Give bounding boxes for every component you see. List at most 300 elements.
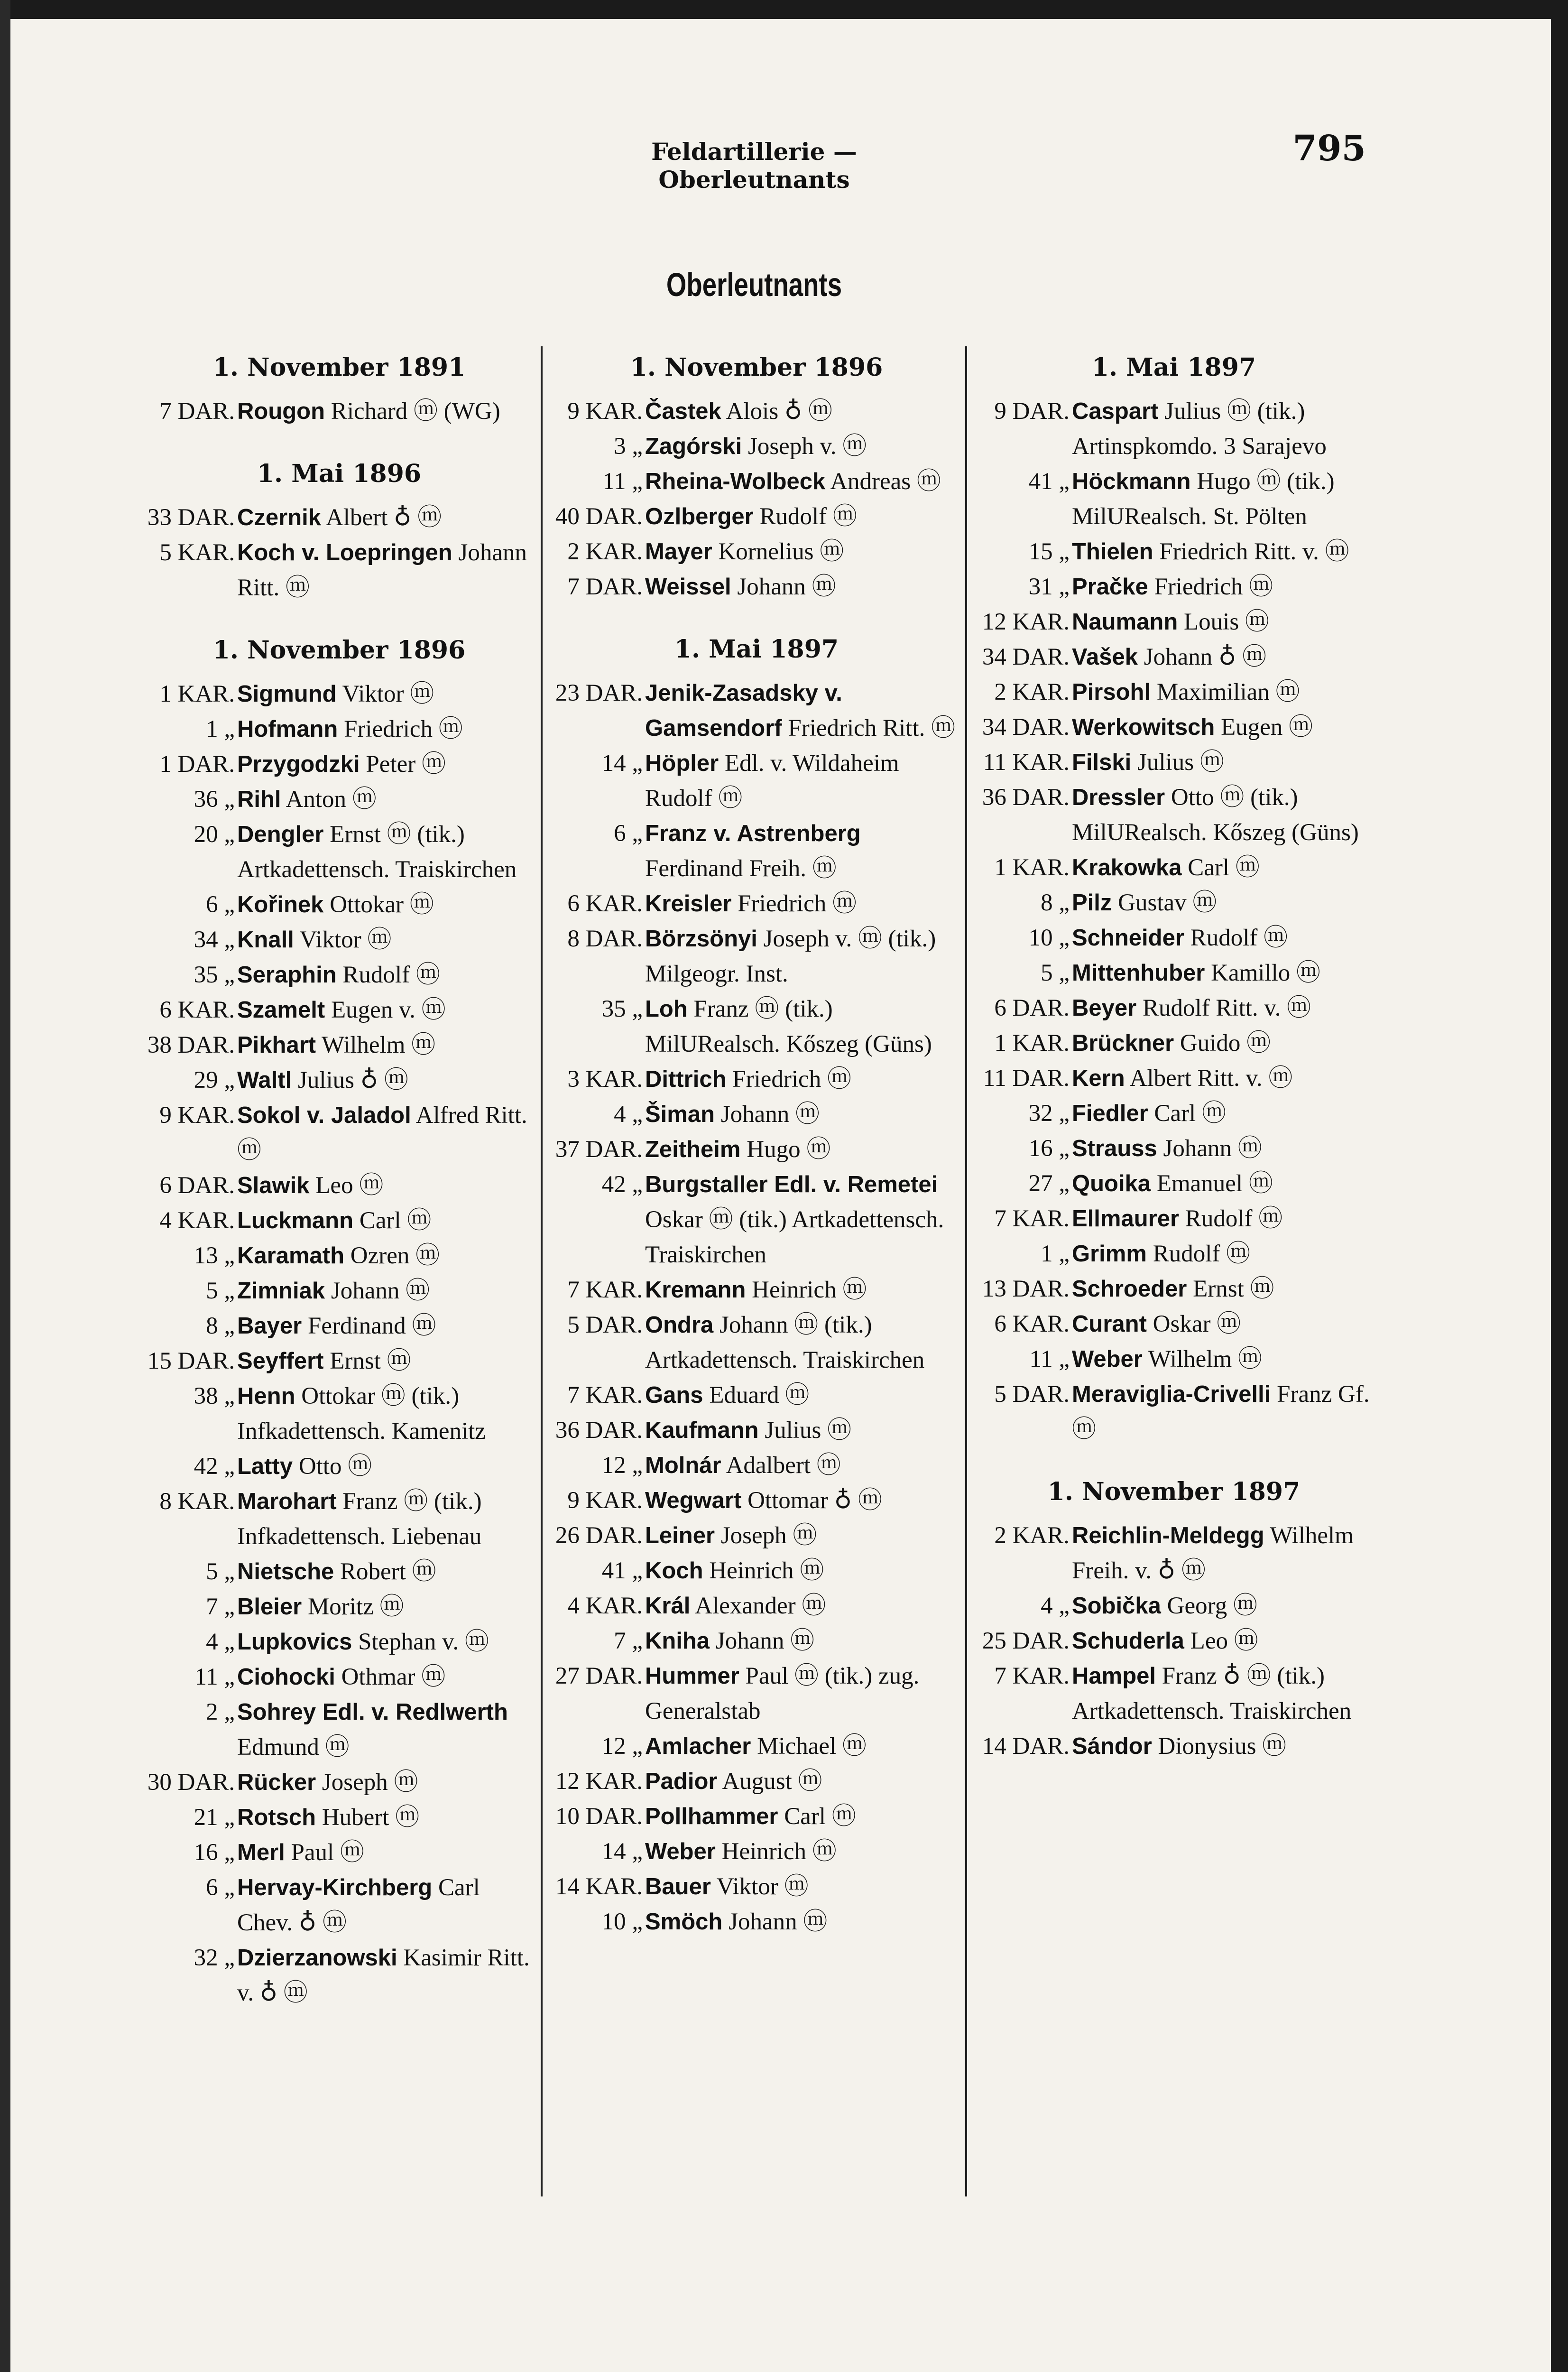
regiment-number: 14 „: [601, 750, 643, 777]
given-name-and-notes: Friedrich Ritt. ⓜ: [788, 715, 956, 741]
given-name-and-notes: Heinrich ⓜ: [721, 1838, 837, 1865]
page-number: 795: [1292, 128, 1366, 169]
officer-entry: [550, 1448, 963, 1483]
officer-entry: [977, 1026, 1371, 1061]
officer-entry: [142, 1273, 536, 1308]
officer-entry: [550, 1588, 963, 1623]
regiment-number: 27 DAR.: [555, 1663, 643, 1689]
officer-entry: [550, 1799, 963, 1834]
given-name-and-notes: Oskar ⓜ: [1153, 1311, 1241, 1337]
regiment-number: 38 „: [194, 1383, 235, 1409]
regiment-number: 31 „: [1028, 574, 1070, 600]
officer-entry: [550, 499, 963, 534]
officer-entry: [977, 1306, 1371, 1342]
surname: Franz v. Astrenberg: [645, 821, 861, 846]
surname: Slawik: [237, 1173, 310, 1198]
officer-entry: [142, 1484, 536, 1554]
officer-entry: [977, 534, 1371, 569]
regiment-number: 14 DAR.: [982, 1733, 1070, 1760]
given-name-and-notes: Wilhelm ⓜ: [321, 1032, 436, 1058]
officer-entry: [977, 1342, 1371, 1377]
officer-entry: [550, 1132, 963, 1167]
surname: Zimniak: [237, 1278, 325, 1304]
surname: Seyffert: [237, 1348, 324, 1374]
scan-border-top: [0, 0, 1568, 19]
given-name-and-notes: Kornelius ⓜ: [718, 538, 844, 565]
officer-entry: [977, 1236, 1371, 1271]
given-name-and-notes: Franz ⓜ (tik.) MilURealsch. Kőszeg (Güns): [645, 996, 932, 1057]
given-name-and-notes: Friedrich Ritt. v. ⓜ: [1159, 538, 1349, 565]
regiment-number: 33 DAR.: [147, 504, 235, 531]
given-name-and-notes: Carl ⓜ: [784, 1803, 856, 1830]
surname: Ciohocki: [237, 1664, 335, 1690]
surname: Höckmann: [1072, 469, 1191, 494]
surname: Kniha: [645, 1628, 710, 1654]
surname: Henn: [237, 1383, 295, 1409]
officer-entry: [977, 1659, 1371, 1729]
officer-entry: [550, 816, 963, 886]
surname: Szamelt: [237, 997, 325, 1023]
surname: Merl: [237, 1840, 285, 1865]
given-name-and-notes: Leo ⓜ: [315, 1172, 384, 1199]
surname: Koch: [645, 1558, 703, 1584]
given-name-and-notes: Hubert ⓜ: [322, 1804, 420, 1831]
officer-entry: [977, 1588, 1371, 1623]
officer-entry: [142, 747, 536, 782]
surname: Weber: [1072, 1346, 1143, 1372]
officer-entry: [142, 1695, 536, 1765]
group-gap: [550, 604, 963, 623]
given-name-and-notes: Anton ⓜ: [286, 786, 377, 813]
surname: Seraphin: [237, 962, 337, 988]
regiment-number: 5 „: [206, 1558, 235, 1585]
surname: Sokol v. Jaladol: [237, 1103, 411, 1128]
officer-entry: [142, 1238, 536, 1273]
regiment-number: 6 DAR.: [994, 995, 1070, 1021]
given-name-and-notes: Dionysius ⓜ: [1158, 1733, 1287, 1760]
promotion-date-heading: 1. November 1896: [212, 636, 466, 665]
officer-entry: [142, 817, 536, 887]
given-name-and-notes: Julius ♁ ⓜ: [297, 1067, 408, 1093]
surname: Börzsönyi: [645, 926, 757, 952]
officer-entry: [977, 991, 1371, 1026]
regiment-number: 8 „: [206, 1313, 235, 1339]
given-name-and-notes: Hugo ⓜ: [747, 1136, 831, 1163]
given-name-and-notes: Rudolf ⓜ: [1190, 925, 1288, 951]
regiment-number: 7 KAR.: [567, 1382, 643, 1408]
regiment-number: 4 „: [206, 1629, 235, 1655]
regiment-number: 36 DAR.: [982, 784, 1070, 811]
given-name-and-notes: Ernst ⓜ: [330, 1348, 411, 1374]
given-name-and-notes: Julius ⓜ (tik.) Artinspkomdo. 3 Sarajevo: [1072, 398, 1327, 460]
given-name-and-notes: Albert Ritt. v. ⓜ: [1129, 1065, 1293, 1092]
officer-entry: [142, 1098, 536, 1168]
officer-entry: [142, 1589, 536, 1624]
officer-entry: [142, 1344, 536, 1379]
given-name-and-notes: Edl. v. Wildaheim Rudolf ⓜ: [645, 750, 899, 812]
given-name-and-notes: Ernst ⓜ: [1193, 1276, 1274, 1302]
regiment-number: 34 „: [194, 927, 235, 953]
regiment-number: 13 DAR.: [982, 1276, 1070, 1302]
surname: Gans: [645, 1382, 703, 1408]
officer-entry: [550, 676, 963, 746]
surname: Zagórski: [645, 434, 742, 459]
surname: Hummer: [645, 1663, 739, 1689]
officer-entry: [550, 464, 963, 499]
regiment-number: 12 KAR.: [555, 1768, 643, 1795]
officer-entry: [550, 1834, 963, 1869]
regiment-number: 40 DAR.: [555, 503, 643, 530]
regiment-number: 13 „: [194, 1242, 235, 1269]
given-name-and-notes: Wilhelm Freih. v. ♁ ⓜ: [1072, 1522, 1354, 1584]
surname: Molnár: [645, 1453, 721, 1478]
officer-entry: [142, 887, 536, 922]
officer-entry: [977, 1729, 1371, 1764]
surname: Knall: [237, 927, 294, 953]
given-name-and-notes: Otto ⓜ (tik.) MilURealsch. Kőszeg (Güns): [1072, 784, 1359, 846]
surname: Grimm: [1072, 1241, 1147, 1267]
officer-entry: [977, 604, 1371, 639]
regiment-number: 7 „: [206, 1594, 235, 1620]
given-name-and-notes: Viktor ⓜ: [342, 681, 434, 707]
regiment-number: 3 „: [614, 433, 643, 460]
given-name-and-notes: Alexander ⓜ: [695, 1593, 826, 1619]
promotion-date-heading: 1. November 1891: [212, 353, 466, 382]
given-name-and-notes: Kasimir Ritt. v. ♁ ⓜ: [237, 1945, 530, 2006]
regiment-number: 35 „: [601, 996, 643, 1022]
given-name-and-notes: Franz ⓜ (tik.) Infkadettensch. Liebenau: [237, 1488, 482, 1550]
surname: Przygodzki: [237, 751, 360, 777]
officer-entry: [142, 1028, 536, 1063]
surname: Dengler: [237, 822, 324, 847]
regiment-number: 2 KAR.: [994, 1522, 1070, 1549]
surname: Dressler: [1072, 785, 1165, 810]
surname: Wegwart: [645, 1488, 742, 1513]
given-name-and-notes: Georg ⓜ: [1167, 1593, 1257, 1619]
regiment-number: 10 DAR.: [555, 1803, 643, 1830]
regiment-number: 6 KAR.: [994, 1311, 1070, 1337]
regiment-number: 2 KAR.: [567, 538, 643, 565]
regiment-number: 42 „: [601, 1171, 643, 1198]
given-name-and-notes: Joseph ⓜ: [322, 1769, 418, 1796]
officer-entry: [977, 1377, 1371, 1447]
regiment-number: 14 KAR.: [555, 1873, 643, 1900]
regiment-number: 38 DAR.: [147, 1032, 235, 1058]
given-name-and-notes: Louis ⓜ: [1184, 609, 1269, 635]
officer-entry: [142, 992, 536, 1028]
regiment-number: 6 KAR.: [567, 890, 643, 917]
surname: Waltl: [237, 1067, 292, 1093]
given-name-and-notes: Johann ⓜ: [729, 1909, 828, 1935]
given-name-and-notes: Emanuel ⓜ: [1156, 1170, 1273, 1197]
given-name-and-notes: Friedrich ⓜ: [732, 1066, 851, 1093]
surname: Jenik-Zasadsky v. Gamsendorf: [645, 680, 842, 741]
given-name-and-notes: Friedrich ⓜ: [738, 890, 857, 917]
given-name-and-notes: Viktor ⓜ: [299, 927, 392, 953]
given-name-and-notes: Johann ⓜ: [1163, 1135, 1262, 1162]
given-name-and-notes: Ferdinand Freih. ⓜ: [645, 855, 837, 882]
regiment-number: 34 DAR.: [982, 714, 1070, 741]
given-name-and-notes: Julius ⓜ: [765, 1417, 852, 1444]
regiment-number: 9 KAR.: [159, 1102, 235, 1129]
regiment-number: 3 KAR.: [567, 1066, 643, 1093]
surname: Schuderla: [1072, 1628, 1184, 1654]
officer-entry: [977, 639, 1371, 675]
officer-entry: [550, 991, 963, 1062]
given-name-and-notes: Johann ⓜ: [715, 1628, 815, 1654]
surname: Šiman: [645, 1102, 715, 1127]
given-name-and-notes: Maximilian ⓜ: [1156, 679, 1300, 705]
regiment-number: 26 DAR.: [555, 1522, 643, 1549]
regiment-number: 2 „: [206, 1699, 235, 1725]
regiment-number: 5 KAR.: [159, 539, 235, 566]
regiment-number: 27 „: [1028, 1170, 1070, 1197]
regiment-number: 15 „: [1028, 538, 1070, 565]
surname: Karamath: [237, 1243, 345, 1269]
officer-entry: [977, 710, 1371, 745]
officer-entry: [142, 1449, 536, 1484]
surname: Krakowka: [1072, 855, 1182, 880]
officer-entry: [977, 464, 1371, 534]
officer-entry: [550, 1764, 963, 1799]
surname: Pirsohl: [1072, 679, 1151, 705]
given-name-and-notes: Franz ♁ ⓜ (tik.) Artkadettensch. Traiskirchen: [1072, 1663, 1352, 1724]
regiment-number: 9 DAR.: [994, 398, 1070, 425]
officer-entry: [977, 569, 1371, 604]
promotion-date-heading: 1. Mai 1897: [674, 635, 839, 664]
surname: Rougon: [237, 398, 325, 424]
regiment-number: 1 KAR.: [994, 1030, 1070, 1056]
regiment-number: 12 „: [601, 1733, 643, 1760]
officer-entry: [550, 1553, 963, 1588]
surname: Kreisler: [645, 891, 732, 917]
surname: Weber: [645, 1839, 716, 1864]
given-name-and-notes: Oskar ⓜ (tik.) Artkadettensch. Traiskirchen: [645, 1206, 944, 1268]
officer-entry: [550, 1518, 963, 1553]
officer-entry: [550, 1307, 963, 1378]
regiment-number: 11 „: [1029, 1346, 1070, 1372]
officer-entry: [142, 394, 536, 429]
given-name-and-notes: Andreas ⓜ: [830, 468, 941, 495]
regiment-number: 20 „: [194, 821, 235, 848]
regiment-number: 9 KAR.: [567, 398, 643, 425]
regiment-number: 7 DAR.: [159, 398, 235, 425]
surname: Lupkovics: [237, 1629, 352, 1655]
regiment-number: 42 „: [194, 1453, 235, 1480]
promotion-date-heading: 1. Mai 1896: [257, 459, 422, 488]
surname: Strauss: [1072, 1136, 1157, 1161]
surname: Rihl: [237, 787, 281, 812]
officer-entry: [142, 1554, 536, 1589]
officer-entry: [977, 1518, 1371, 1588]
officer-entry: [977, 394, 1371, 464]
surname: Dzierzanowski: [237, 1945, 397, 1971]
given-name-and-notes: Johann Ritt. ⓜ: [237, 539, 527, 601]
surname: Burgstaller Edl. v. Remetei: [645, 1172, 938, 1197]
officer-entry: [550, 1869, 963, 1904]
surname: Reichlin-Meldegg: [1072, 1523, 1264, 1548]
given-name-and-notes: Viktor ⓜ: [716, 1873, 809, 1900]
given-name-and-notes: Rudolf Ritt. v. ⓜ: [1142, 995, 1311, 1021]
officer-entry: [142, 1765, 536, 1800]
given-name-and-notes: Leo ⓜ: [1190, 1628, 1258, 1654]
regiment-number: 7 KAR.: [994, 1663, 1070, 1689]
given-name-and-notes: Gustav ⓜ: [1118, 890, 1217, 916]
column-2: [550, 342, 963, 1939]
running-head: Feldartillerie — Oberleutnants: [651, 138, 857, 194]
regiment-number: 7 KAR.: [567, 1277, 643, 1303]
given-name-and-notes: Otto ⓜ: [298, 1453, 372, 1480]
regiment-number: 34 DAR.: [982, 644, 1070, 670]
surname: Kremann: [645, 1277, 746, 1303]
officer-entry: [977, 745, 1371, 780]
surname: Loh: [645, 996, 688, 1022]
regiment-number: 4 KAR.: [159, 1207, 235, 1234]
officer-entry: [550, 1904, 963, 1939]
surname: Pilz: [1072, 890, 1112, 916]
surname: Caspart: [1072, 398, 1159, 424]
regiment-number: 5 „: [206, 1278, 235, 1304]
surname: Höpler: [645, 751, 719, 776]
officer-entry: [977, 1131, 1371, 1166]
given-name-and-notes: Othmar ⓜ: [341, 1664, 446, 1690]
given-name-and-notes: Ottokar ⓜ (tik.) Infkadettensch. Kamenitz: [237, 1383, 486, 1445]
given-name-and-notes: Johann ⓜ: [331, 1278, 430, 1304]
group-gap: [142, 429, 536, 448]
officer-entry: [550, 1729, 963, 1764]
given-name-and-notes: Edmund ⓜ: [237, 1734, 350, 1760]
officer-entry: [142, 1940, 536, 2011]
regiment-number: 7 „: [614, 1628, 643, 1654]
surname: Werkowitsch: [1072, 714, 1215, 740]
regiment-number: 1 KAR.: [994, 854, 1070, 881]
given-name-and-notes: Ottomar ♁ ⓜ: [747, 1487, 882, 1514]
surname: Král: [645, 1593, 691, 1619]
surname: Czernik: [237, 505, 322, 530]
surname: Kaufmann: [645, 1418, 759, 1443]
officer-entry: [977, 850, 1371, 885]
officer-entry: [550, 1062, 963, 1097]
officer-entry: [550, 394, 963, 429]
given-name-and-notes: Joseph v. ⓜ: [747, 433, 867, 460]
surname: Sigmund: [237, 681, 337, 707]
officer-entry: [142, 1835, 536, 1870]
regiment-number: 6 „: [206, 891, 235, 918]
promotion-date-heading: 1. November 1896: [630, 353, 883, 382]
given-name-and-notes: Rudolf ⓜ: [342, 962, 440, 988]
regiment-number: 1 „: [206, 716, 235, 742]
regiment-number: 11 „: [194, 1664, 235, 1690]
regiment-number: 11 „: [602, 468, 643, 495]
surname: Koch v. Loepringen: [237, 540, 452, 565]
surname: Bleier: [237, 1594, 302, 1620]
surname: Curant: [1072, 1311, 1147, 1337]
officer-entry: [142, 1063, 536, 1098]
surname: Leiner: [645, 1523, 715, 1548]
officer-entry: [142, 1308, 536, 1344]
regiment-number: 23 DAR.: [555, 680, 643, 706]
regiment-number: 15 DAR.: [147, 1348, 235, 1374]
surname: Thielen: [1072, 539, 1153, 565]
surname: Schroeder: [1072, 1276, 1187, 1302]
given-name-and-notes: Carl ⓜ: [1154, 1100, 1226, 1127]
surname: Rücker: [237, 1770, 316, 1795]
surname: Bayer: [237, 1313, 302, 1339]
officer-entry: [550, 534, 963, 569]
given-name-and-notes: Alfred Ritt. ⓜ: [237, 1102, 527, 1164]
regiment-number: 2 KAR.: [994, 679, 1070, 705]
regiment-number: 14 „: [601, 1838, 643, 1865]
regiment-number: 5 DAR.: [567, 1312, 643, 1338]
regiment-number: 37 DAR.: [555, 1136, 643, 1163]
officer-entry: [142, 782, 536, 817]
given-name-and-notes: Albert ♁ ⓜ: [325, 504, 442, 531]
surname: Kern: [1072, 1066, 1125, 1091]
given-name-and-notes: Robert ⓜ: [340, 1558, 436, 1585]
surname: Hervay-Kirchberg: [237, 1875, 433, 1900]
regiment-number: 10 „: [601, 1909, 643, 1935]
regiment-number: 6 KAR.: [159, 997, 235, 1023]
surname: Hampel: [1072, 1663, 1156, 1689]
given-name-and-notes: Johann ⓜ (tik.) Artkadettensch. Traiskirchen: [645, 1312, 925, 1373]
officer-entry: [550, 1413, 963, 1448]
column-rule-1: [541, 346, 543, 2196]
officer-entry: [142, 500, 536, 535]
given-name-and-notes: Johann ⓜ: [720, 1101, 820, 1128]
regiment-number: 35 „: [194, 962, 235, 988]
officer-entry: [142, 957, 536, 992]
officer-entry: [550, 1272, 963, 1307]
given-name-and-notes: Moritz ⓜ: [307, 1594, 404, 1620]
officer-entry: [550, 886, 963, 921]
regiment-number: 6 DAR.: [159, 1172, 235, 1199]
surname: Kořinek: [237, 892, 324, 917]
given-name-and-notes: Rudolf ⓜ: [1153, 1241, 1251, 1267]
given-name-and-notes: Rudolf ⓜ: [759, 503, 857, 530]
given-name-and-notes: August ⓜ: [722, 1768, 822, 1795]
surname: Weissel: [645, 574, 731, 600]
officer-entry: [550, 921, 963, 991]
officer-entry: [142, 1659, 536, 1695]
given-name-and-notes: Ernst ⓜ (tik.) Artkadettensch. Traiskirchen: [237, 821, 517, 883]
regiment-number: 25 DAR.: [982, 1628, 1070, 1654]
surname: Fiedler: [1072, 1101, 1148, 1126]
regiment-number: 7 KAR.: [994, 1205, 1070, 1232]
surname: Ondra: [645, 1312, 714, 1338]
given-name-and-notes: Adalbert ⓜ: [726, 1452, 841, 1479]
officer-entry: [550, 569, 963, 604]
officer-entry: [977, 885, 1371, 920]
given-name-and-notes: Ozren ⓜ: [350, 1242, 440, 1269]
officer-entry: [142, 922, 536, 957]
surname: Bauer: [645, 1874, 711, 1899]
given-name-and-notes: Johann ⓜ: [737, 574, 836, 600]
officer-entry: [550, 746, 963, 816]
given-name-and-notes: Wilhelm ⓜ: [1148, 1346, 1262, 1372]
given-name-and-notes: Eduard ⓜ: [709, 1382, 810, 1408]
given-name-and-notes: Heinrich ⓜ: [752, 1277, 867, 1303]
regiment-number: 4 „: [1041, 1593, 1070, 1619]
given-name-and-notes: Guido ⓜ: [1180, 1030, 1271, 1056]
officer-entry: [550, 1659, 963, 1729]
regiment-number: 32 „: [194, 1945, 235, 1971]
officer-entry: [142, 676, 536, 712]
given-name-and-notes: Eugen v. ⓜ: [331, 997, 446, 1023]
surname: Pollhammer: [645, 1804, 778, 1829]
surname: Sobička: [1072, 1593, 1161, 1619]
regiment-number: 6 „: [206, 1874, 235, 1901]
regiment-number: 36 DAR.: [555, 1417, 643, 1444]
